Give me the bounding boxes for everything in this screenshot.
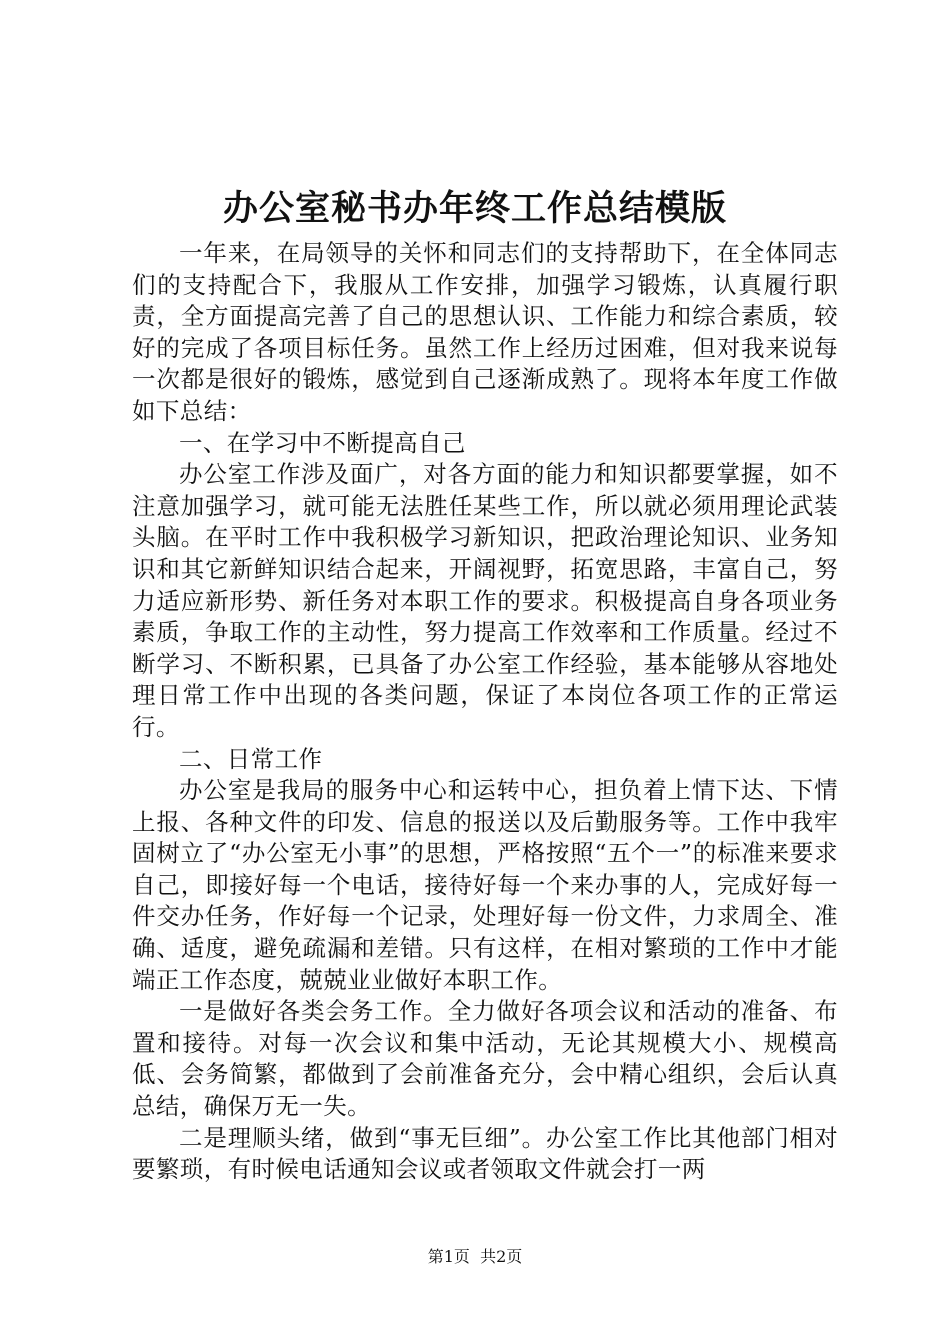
section-heading-daily-work: 二、日常工作 [179, 744, 323, 773]
page-total: 共2页 [480, 1247, 523, 1266]
paragraph-study: 办公室工作涉及面广，对各方面的能力和知识都要掌握，如不注意加强学习，就可能无法胜任某些工作，所以就必须用理论武装头脑。在平时工作中我积极学习新知识，把政治理论知识、业务知识和其它新鲜知识结合起来，开阔视野，拓宽思路，丰富自己，努力适应新形势、新任务对本职工作的要求。积极提高自身各项业务素质，争取工作的主动性，努力提高工作效率和工作质量。经过不断学习、不断积累，已具备了办公室工作经验，基本能够从容地处理日常工作中出现的各类问题，保证了本岗位各项工作的正常运行。 [132, 460, 838, 741]
paragraph-details: 二是理顺头绪，做到“事无巨细”。办公室工作比其他部门相对要繁琐，有时候电话通知会议或者领取文件就会打一两 [132, 1123, 838, 1184]
paragraph-meetings: 一是做好各类会务工作。全力做好各项会议和活动的准备、布置和接待。对每一次会议和集中活动，无论其规模大小、规模高低、会务简繁，都做到了会前准备充分，会中精心组织，会后认真总结，确保万无一失。 [132, 997, 838, 1121]
section-heading-study: 一、在学习中不断提高自己 [179, 428, 466, 457]
paragraph-intro: 一年来，在局领导的关怀和同志们的支持帮助下，在全体同志们的支持配合下，我服从工作安排，加强学习锻炼，认真履行职责，全方面提高完善了自己的思想认识、工作能力和综合素质，较好的完成了各项目标任务。虽然工作上经历过困难，但对我来说每一次都是很好的锻炼，感觉到自己逐渐成熟了。现将本年度工作做如下总结： [132, 239, 838, 425]
page-footer [0, 1246, 950, 1268]
document-title: 办公室秘书办年终工作总结模版 [222, 188, 727, 229]
document-body [132, 238, 838, 1186]
page-number: 第1页 [427, 1247, 470, 1266]
paragraph-daily-work: 办公室是我局的服务中心和运转中心，担负着上情下达、下情上报、各种文件的印发、信息的报送以及后勤服务等。工作中我牢固树立了“办公室无小事”的思想，严格按照“五个一”的标准来要求自己，即接好每一个电话，接待好每一个来办事的人，完成好每一件交办任务，作好每一个记录，处理好每一份文件，力求周全、准确、适度，避免疏漏和差错。只有这样，在相对繁琐的工作中才能端正工作态度，兢兢业业做好本职工作。 [132, 776, 838, 994]
